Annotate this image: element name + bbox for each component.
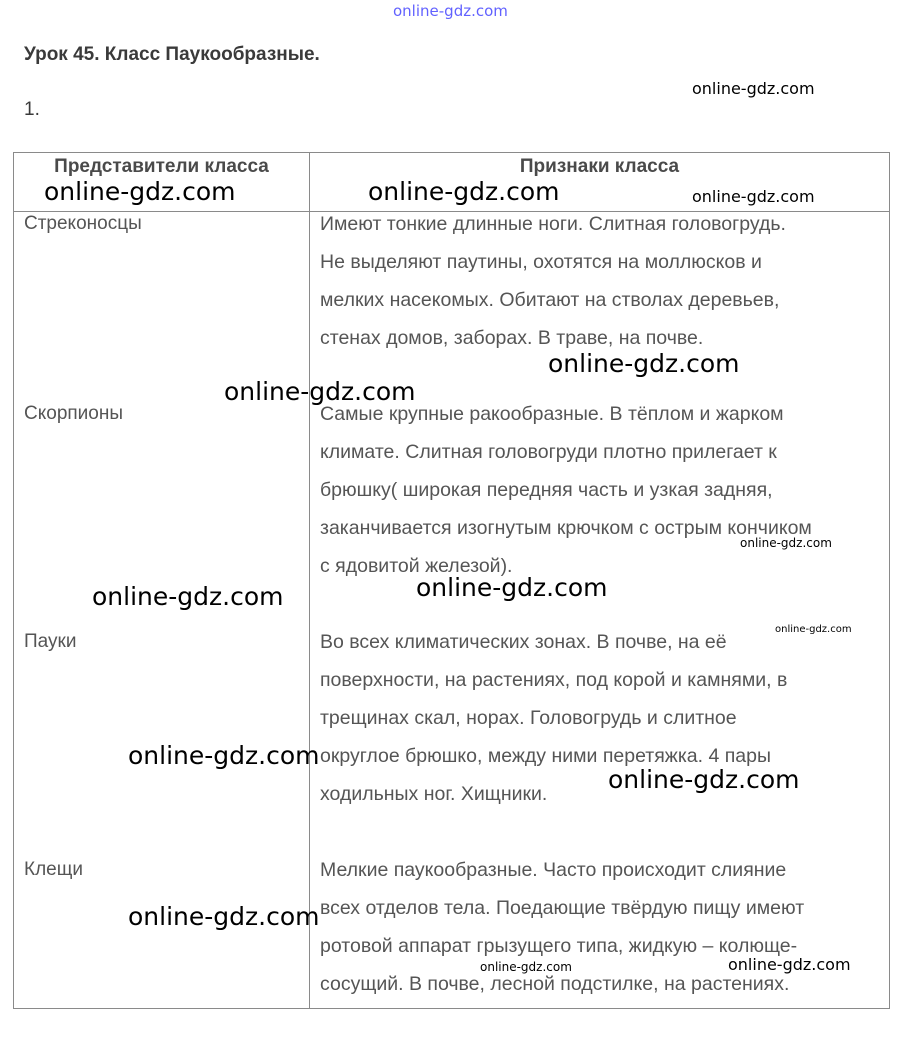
row-name-strekonoscy: Стреконосцы [24, 213, 142, 234]
table-column-divider [309, 152, 310, 1009]
page-title: Урок 45. Класс Паукообразные. [24, 44, 320, 65]
column-header-representatives: Представители класса [54, 156, 269, 177]
watermark: online-gdz.com [92, 582, 284, 611]
watermark: online-gdz.com [692, 187, 815, 206]
watermark: online-gdz.com [692, 79, 815, 98]
watermark: online-gdz.com [548, 349, 740, 378]
row-desc-spiders: Во всех климатических зонах. В почве, на её поверхности, на растениях, под корой и камнями, в трещинах скал, норах. Головогрудь и слитное округлое брюшко, между ними перетяжка. 4 пары ходильных ног. Хищники. [320, 631, 788, 805]
watermark: online-gdz.com [368, 177, 560, 206]
row-name-spiders: Пауки [24, 631, 77, 652]
watermark: online-gdz.com [740, 536, 832, 550]
row-desc-scorpions: Самые крупные ракообразные. В тёплом и жарком климате. Слитная головогруди плотно прилегает к брюшку( широкая передняя часть и узкая задняя, заканчивается изогнутым крючком с острым кончиком с ядовитой железой). [320, 403, 812, 577]
watermark: online-gdz.com [728, 955, 851, 974]
row-name-scorpions: Скорпионы [24, 403, 123, 424]
row-desc-strekonoscy: Имеют тонкие длинные ноги. Слитная головогрудь. Не выделяют паутины, охотятся на моллюсков и мелких насекомых. Обитают на стволах деревьев, стенах домов, заборах. В траве, на почве. [320, 213, 786, 349]
watermark: online-gdz.com [608, 765, 800, 794]
watermark: online-gdz.com [224, 377, 416, 406]
row-name-ticks: Клещи [24, 859, 83, 880]
watermark: online-gdz.com [128, 741, 320, 770]
task-number: 1. [24, 99, 40, 120]
watermark: online-gdz.com [44, 177, 236, 206]
watermark: online-gdz.com [480, 960, 572, 974]
row-desc-ticks: Мелкие паукообразные. Часто происходит слияние всех отделов тела. Поедающие твёрдую пищу имеют ротовой аппарат грызущего типа, жидкую – колюще- сосущий. В почве, лесной подстилке, на растениях. [320, 859, 805, 995]
watermark: online-gdz.com [128, 902, 320, 931]
watermark: online-gdz.com [775, 624, 852, 635]
site-watermark-top: online-gdz.com [393, 2, 508, 20]
watermark: online-gdz.com [416, 573, 608, 602]
column-header-features: Признаки класса [519, 156, 680, 177]
